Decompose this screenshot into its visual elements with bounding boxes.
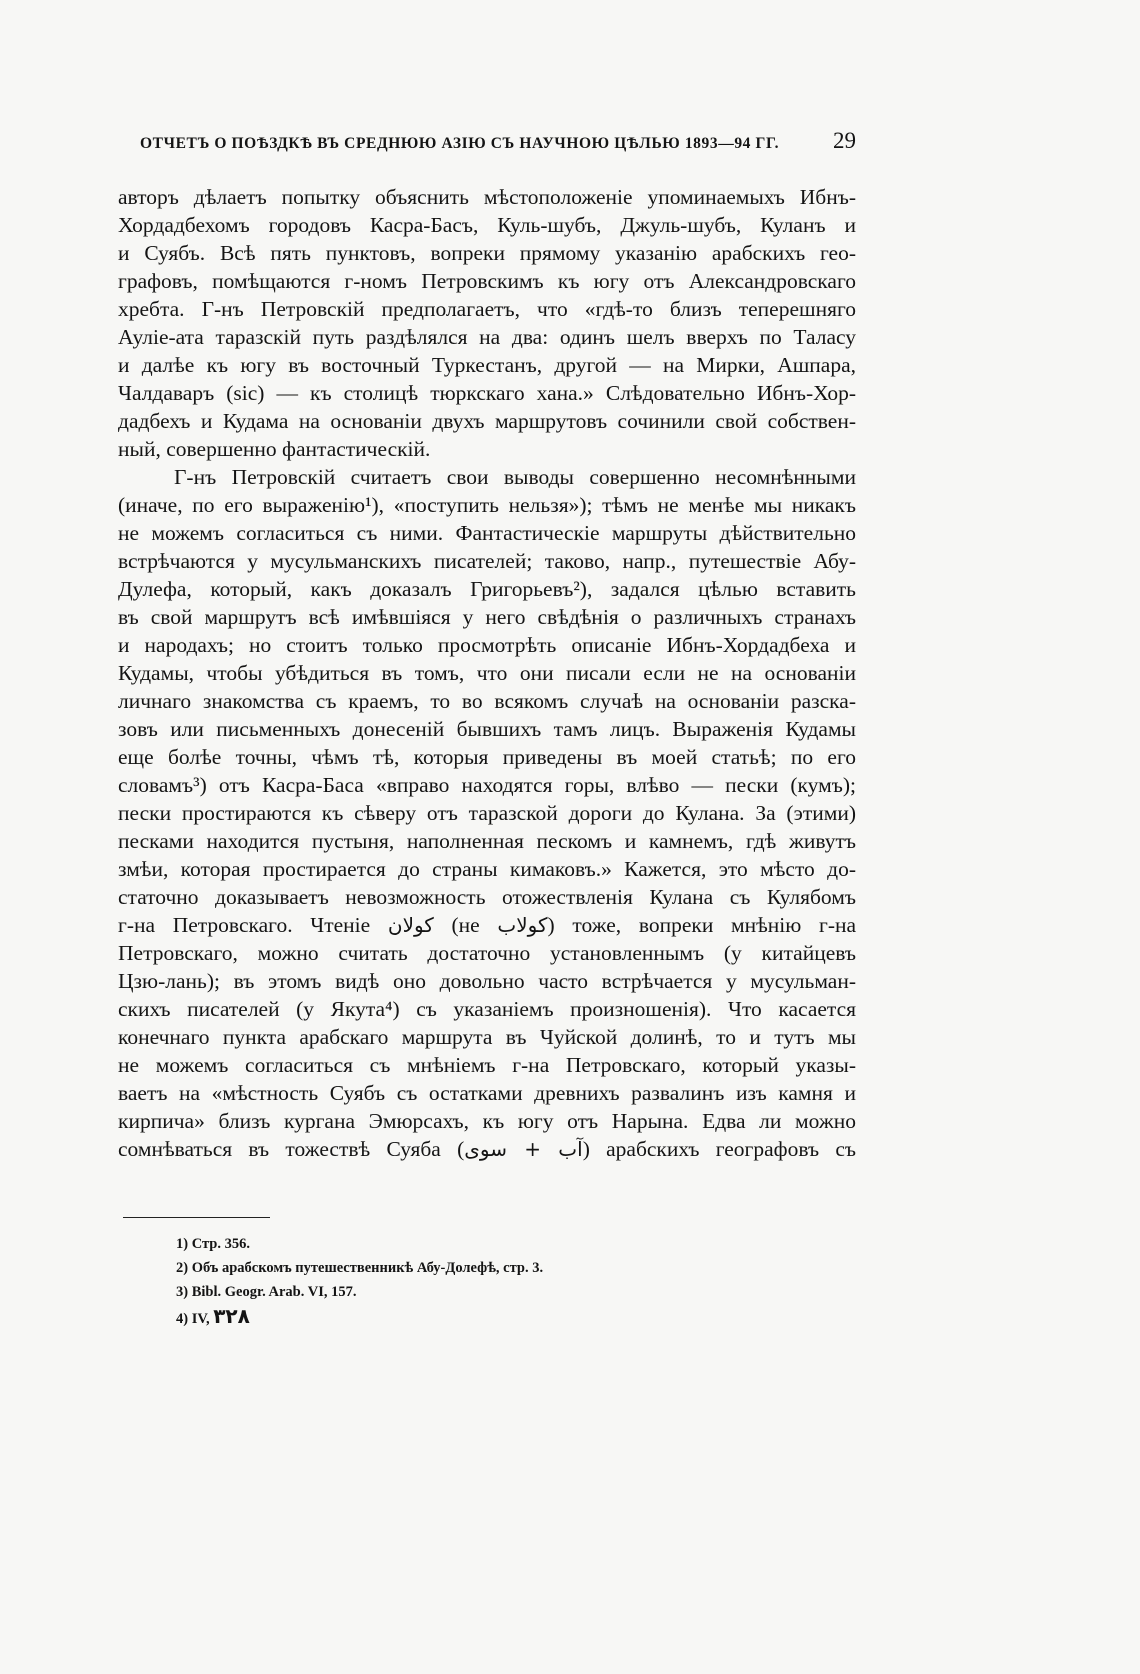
text-line: и далѣе къ югу въ восточный Туркестанъ, другой — на Мирки, Ашпара, (118, 353, 856, 377)
text-line: еще болѣе точны, чѣмъ тѣ, которыя приведены въ моей статьѣ; по его (118, 745, 856, 769)
text-line: ваетъ на «мѣстность Суябъ съ остатками древнихъ развалинъ изъ камня и (118, 1081, 856, 1105)
arabic-word-kulan: كولان (387, 913, 434, 937)
footnote-2: 2) Объ арабскомъ путешественникѣ Абу-Долефѣ, стр. 3. (176, 1260, 544, 1276)
text-line: Цзю-лань); въ этомъ видѣ оно довольно часто встрѣчается у мусульман- (118, 969, 856, 993)
text-line: встрѣчаются у мусульманскихъ писателей; таково, напр., путешествіе Абу- (118, 549, 856, 573)
text-line: Хордадбехомъ городовъ Касра-Басъ, Куль-шубъ, Джуль-шубъ, Куланъ и (118, 213, 856, 237)
text-line: Дулефа, который, какъ доказалъ Григорьевъ²), задался цѣлью вставить (118, 577, 856, 601)
text-line: зовъ или письменныхъ донесеній бывшихъ тамъ лицъ. Выраженія Кудамы (118, 717, 856, 741)
arabic-word-kulab: كولاب (497, 913, 548, 937)
text-line: личнаго знакомства съ краемъ, то во всякомъ случаѣ на основаніи разска- (118, 689, 856, 713)
text-line: хребта. Г-нъ Петровскій предполагаетъ, что «гдѣ-то близъ теперешняго (118, 297, 856, 321)
arabic-word-suyab: آب + سوى (464, 1137, 583, 1161)
text-line: Г-нъ Петровскій считаетъ свои выводы совершенно несомнѣнными (174, 465, 856, 489)
text-line: не можемъ согласиться съ мнѣніемъ г-на Петровскаго, который указы- (118, 1053, 856, 1077)
text-line: и Суябъ. Всѣ пять пунктовъ, вопреки прямому указанію арабскихъ гео- (118, 241, 856, 265)
text-line: не можемъ согласиться съ ними. Фантастическіе маршруты дѣйствительно (118, 521, 856, 545)
text-fragment: г-на Петровскаго. Чтеніе (118, 913, 371, 937)
text-line: авторъ дѣлаетъ попытку объяснить мѣстоположеніе упоминаемыхъ Ибнъ- (118, 185, 856, 209)
text-line: скихъ писателей (у Якута⁴) съ указаніемъ произношенія). Что касается (118, 997, 856, 1021)
text-line: графовъ, помѣщаются г-номъ Петровскимъ къ югу отъ Александровскаго (118, 269, 856, 293)
arabic-numeral: ٣٢٨ (213, 1304, 250, 1328)
text-line: конечнаго пункта арабскаго маршрута въ Чуйской долинѣ, то и тутъ мы (118, 1025, 856, 1049)
text-line: статочно доказываетъ невозможность отожествленія Кулана съ Кулябомъ (118, 885, 856, 909)
text-fragment: ) арабскихъ географовъ съ (582, 1137, 856, 1161)
text-line: и народахъ; но стоитъ только просмотрѣть описаніе Ибнъ-Хордадбеха и (118, 633, 856, 657)
page-number: 29 (833, 128, 856, 153)
footnote-divider (123, 1217, 270, 1218)
header-title: ОТЧЕТЪ О ПОѢЗДКѢ ВЪ СРЕДНЮЮ АЗІЮ СЪ НАУЧНОЮ ЦѢЛЬЮ 1893—94 ГГ. (140, 135, 780, 152)
footnote-4-label: 4) IV, (176, 1311, 210, 1327)
text-line: Ауліе-ата таразскій путь раздѣлялся на два: одинъ шелъ вверхъ по Таласу (118, 325, 856, 349)
text-fragment: ) тоже, вопреки мнѣнію г-на (547, 913, 856, 937)
footnote-4 (176, 1304, 816, 1331)
text-line-with-arabic (118, 1135, 856, 1163)
footnote-3: 3) Bibl. Geogr. Arab. VI, 157. (176, 1284, 357, 1300)
text-line: Кудамы, чтобы убѣдиться въ томъ, что они писали если не на основаніи (118, 661, 856, 685)
paragraph-2 (118, 463, 856, 1163)
text-line-with-arabic (118, 911, 856, 939)
running-header (140, 128, 856, 162)
footnotes (176, 1232, 816, 1331)
text-line: пески простираются къ сѣверу отъ таразской дороги до Кулана. За (этими) (118, 801, 856, 825)
text-line: Петровскаго, можно считать достаточно установленнымъ (у китайцевъ (118, 941, 856, 965)
text-fragment: (не (451, 913, 480, 937)
text-fragment: сомнѣваться въ тожествѣ Суяба ( (118, 1137, 465, 1161)
text-line: ный, совершенно фантастическій. (118, 437, 431, 461)
text-line: песками находится пустыня, наполненная пескомъ и камнемъ, гдѣ живутъ (118, 829, 856, 853)
text-line: дадбехъ и Кудама на основаніи двухъ маршрутовъ сочинили свой собствен- (118, 409, 856, 433)
text-line: (иначе, по его выраженію¹), «поступить нельзя»); тѣмъ не менѣе мы никакъ (118, 493, 856, 517)
footnote-1: 1) Стр. 356. (176, 1236, 250, 1252)
text-line: Чалдаваръ (sic) — къ столицѣ тюркскаго хана.» Слѣдовательно Ибнъ-Хор- (118, 381, 856, 405)
text-line: словамъ³) отъ Касра-Баса «вправо находятся горы, влѣво — пески (кумъ); (118, 773, 856, 797)
text-line: кирпича» близъ кургана Эмюрсахъ, къ югу отъ Нарына. Едва ли можно (118, 1109, 856, 1133)
text-line: змѣи, которая простирается до страны кимаковъ.» Кажется, это мѣсто до- (118, 857, 856, 881)
body-text (118, 183, 856, 1163)
paragraph-1 (118, 183, 856, 463)
text-line: въ свой маршрутъ всѣ имѣвшіяся у него свѣдѣнія о различныхъ странахъ (118, 605, 856, 629)
